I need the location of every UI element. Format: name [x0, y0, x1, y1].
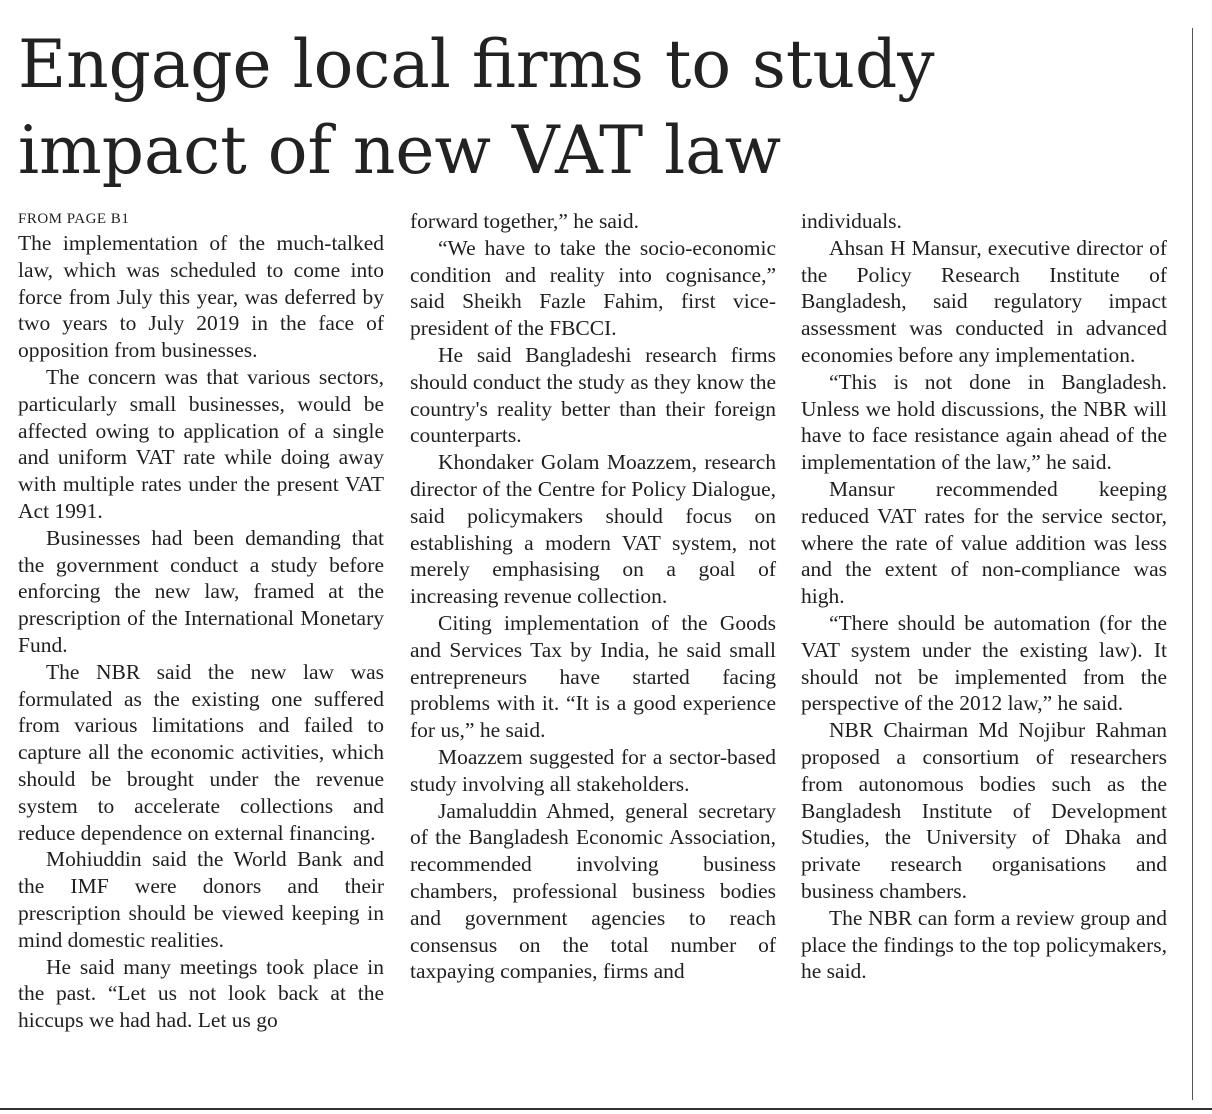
- paragraph: Citing implementation of the Goods and Services Tax by India, he said small entrepreneurs have started facing problems with it. “It is a good experience for us,” he said.: [410, 610, 776, 743]
- paragraph: Mohiuddin said the World Bank and the IMF were donors and their prescription should be viewed keeping in mind domestic realities.: [18, 847, 384, 952]
- paragraph: The concern was that various sectors, particularly small businesses, would be affected owing to application of a single and uniform VAT rate while doing away with multiple rates under the present VAT Act 1991.: [18, 364, 384, 523]
- bottom-rule: [0, 1108, 1212, 1110]
- paragraph: The implementation of the much-talked law, which was scheduled to come into force from July this year, was deferred by two years to July 2019 in the face of opposition from businesses.: [18, 231, 384, 363]
- column-rule: [1192, 28, 1193, 1100]
- paragraph: Khondaker Golam Moazzem, research director of the Centre for Policy Dialogue, said policymakers should focus on establishing a modern VAT system, not merely emphasising on a goal of increasing revenue collection.: [410, 450, 776, 609]
- paragraph: “We have to take the socio-economic condition and reality into cognisance,” said Sheikh Fazle Fahim, first vice-president of the FBCCI.: [410, 235, 776, 341]
- paragraph: Jamaluddin Ahmed, general secretary of the Bangladesh Economic Association, recommended involving business chambers, professional business bodies and government agencies to reach consensus on the total number of taxpaying companies, firms and: [410, 798, 776, 984]
- jump-label: FROM PAGE B1: [18, 211, 130, 227]
- paragraph: Ahsan H Mansur, executive director of the Policy Research Institute of Bangladesh, said regulatory impact assessment was conducted in advanced economies before any implementation.: [801, 235, 1167, 367]
- paragraph: The NBR said the new law was formulated as the existing one suffered from various limitations and failed to capture all the economic activities, which should be brought under the revenue system to accelerate collections and reduce dependence on external financing.: [18, 659, 384, 845]
- paragraph: “There should be automation (for the VAT system under the existing law). It should not be implemented from the perspective of the 2012 law,” he said.: [801, 610, 1167, 716]
- paragraph: The NBR can form a review group and place the findings to the top policymakers, he said.: [801, 905, 1168, 984]
- paragraph: “This is not done in Bangladesh. Unless we hold discussions, the NBR will have to face resistance again ahead of the implementation of the law,” he said.: [801, 369, 1167, 475]
- paragraph: Businesses had been demanding that the government conduct a study before enforcing the new law, framed at the prescription of the International Monetary Fund.: [18, 525, 384, 657]
- paragraph: Mansur recommended keeping reduced VAT rates for the service sector, where the rate of value addition was less and the extent of non-compliance was high.: [801, 476, 1167, 609]
- paragraph: individuals.: [801, 209, 902, 233]
- paragraph: Moazzem suggested for a sector-based study involving all stakeholders.: [410, 744, 776, 796]
- paragraph: NBR Chairman Md Nojibur Rahman proposed a consortium of researchers from autonomous bodies such as the Bangladesh Institute of Development Studies, the University of Dhaka and private research organisations and business chambers.: [801, 718, 1167, 903]
- headline: Engage local firms to study impact of new VAT law: [18, 26, 935, 189]
- article-column-3: [801, 208, 1167, 985]
- paragraph: He said Bangladeshi research firms should conduct the study as they know the country's reality better than their foreign counterparts.: [410, 342, 776, 448]
- paragraph: He said many meetings took place in the past. “Let us not look back at the hiccups we had had. Let us go: [18, 954, 384, 1033]
- paragraph: forward together,” he said.: [410, 209, 639, 233]
- article-column-1: [18, 208, 384, 1034]
- article-column-2: [410, 208, 776, 985]
